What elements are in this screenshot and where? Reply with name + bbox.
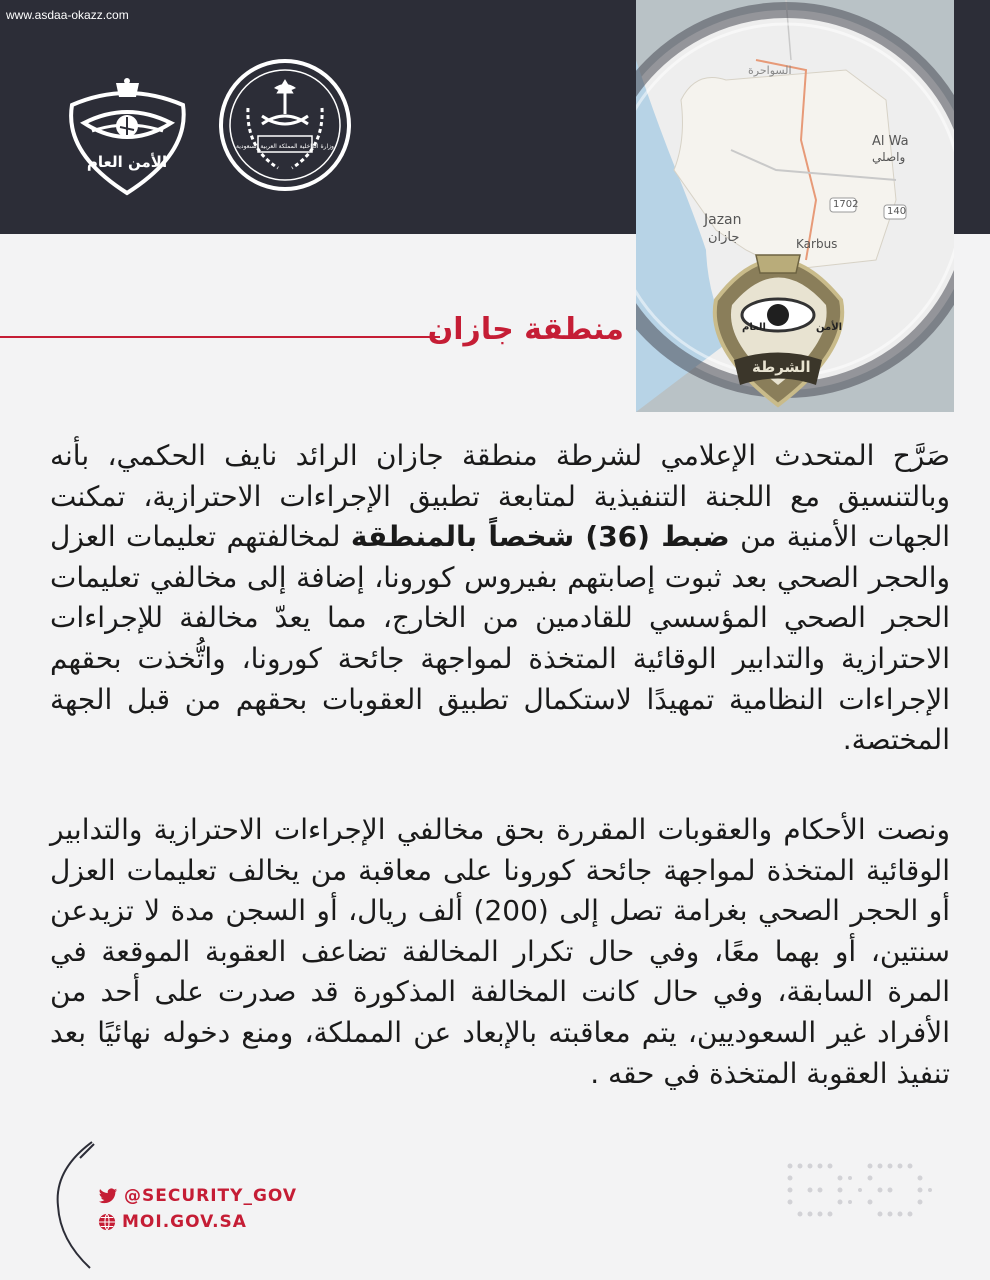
shield-logo-text: الأمن العام	[86, 153, 168, 171]
twitter-row[interactable]	[98, 1186, 297, 1206]
title-divider-line	[0, 336, 440, 338]
badge-text-top-left: العام	[742, 322, 766, 333]
map-label-karbus-en: Karbus	[796, 237, 838, 251]
map-label-jazan-ar: جازان	[708, 230, 740, 245]
map-label-al-wasli-ar: واصلي	[872, 150, 906, 164]
moi-emblem-logo	[218, 58, 352, 192]
map-label-jazan-en: Jazan	[704, 212, 742, 228]
badge-text-bottom: الشرطة	[752, 358, 811, 376]
article-paragraph-1	[50, 436, 950, 761]
dotted-watermark-pattern	[782, 1158, 940, 1230]
map-illustration	[636, 0, 954, 412]
map-label-sawahra: السواحرة	[748, 64, 792, 77]
public-security-shield-logo	[60, 75, 195, 200]
twitter-icon	[98, 1188, 118, 1205]
social-footer	[50, 1140, 300, 1270]
website-url: MOI.GOV.SA	[122, 1212, 247, 1232]
p1-bold-highlight: ضبط (36) شخصاً بالمنطقة	[350, 520, 730, 554]
map-label-road-1702: 1702	[833, 199, 859, 210]
twitter-handle: @SECURITY_GOV	[124, 1186, 298, 1206]
p1-text-after: لمخالفتهم تعليمات العزل والحجر الصحي بعد ثبوت إصابتهم بفيروس كورونا، إضافة إلى مخالفي تعليمات الحجر الصحي المؤسسي للقادمين من الخارج، مما يعدّ مخالفة للإجراءات الاحترازية والتدابير الوقائية المتخذة لمواجهة جائحة كورونا، واتُّخذت بحقهم الإجراءات النظامية تمهيدًا لاستكمال تطبيق العقوبات بحقهم من قبل الجهة المختصة.	[50, 520, 950, 757]
region-title: منطقة جازان	[427, 312, 624, 347]
globe-icon	[98, 1213, 116, 1231]
map-label-road-140: 140	[887, 206, 907, 217]
map-label-al-wasli-en: Al Wa	[872, 134, 909, 149]
website-row[interactable]	[98, 1212, 247, 1232]
badge-text-top-right: الأمن	[816, 322, 843, 333]
emblem-logo-text: وزارة الداخلية المملكة العربية السعودية	[236, 143, 334, 150]
map-photo	[636, 0, 954, 412]
article-paragraph-2: ونصت الأحكام والعقوبات المقررة بحق مخالفي الإجراءات الاحترازية والتدابير الوقائية المتخذة لمواجهة جائحة كورونا على معاقبة من يخالف تعليمات العزل أو الحجر الصحي بغرامة تصل إلى (200) ألف ريال، أو السجن مدة لا تزيدعن سنتين، أو بهما معًا، وفي حال تكرار المخالفة تضاعف العقوبة الموقعة في المرة السابقة، وفي حال كانت المخالفة المذكورة قد صدرت على أحد من الأفراد غير السعوديين، يتم معاقبته بالإبعاد عن المملكة، ومنع دخوله نهائيًا بعد تنفيذ العقوبة المتخذة في حقه .	[50, 813, 950, 1090]
p1-text-before: صَرَّح المتحدث الإعلامي لشرطة منطقة جازان الرائد نايف الحكمي، بأنه وبالتنسيق مع اللجنة التنفيذية لمتابعة تطبيق الإجراءات الاحترازية، تمكنت الجهات الأمنية من	[50, 439, 951, 554]
watermark: www.asdaa-okazz.com	[6, 8, 129, 22]
